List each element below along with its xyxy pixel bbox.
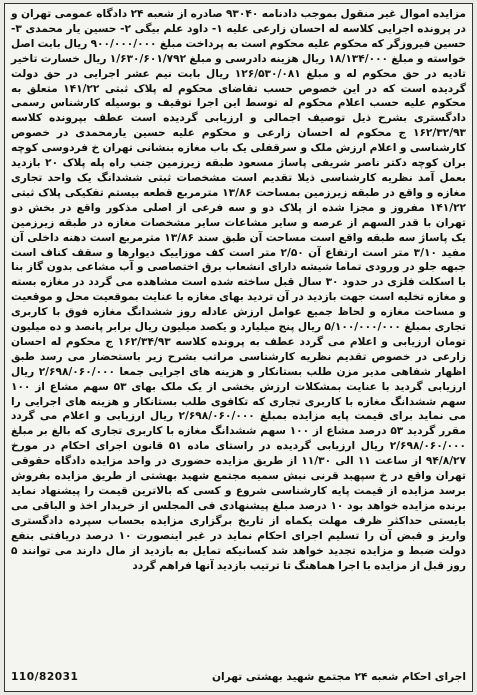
auction-notice-text: مزایده اموال غیر منقول بموجب دادنامه ۹۳۰۴۰ صادره از شعبه ۲۴ دادگاه عمومی تهران و در پرونده اجرایی کلاسه له احسان زارعی علیه ۱- داود علم بیگی ۲- حسین یار محمدی ۳- حسین فیروزگر که محکوم علیه محکوم است به پرداخت مبلغ ۹۰۰/۰۰۰/۰۰۰ ریال بابت اصل خواسته و مبلغ ۱۸/۱۳۴/۰۰۰ ریال هزینه دادرسی و مبلغ ۱/۶۳۰/۶۰۱/۷۹۲ ریال خسارت تاخیر تادیه در حق محکوم له و مبلغ ۱۲۶/۵۳۰/۰۸۱ ریال بابت نیم عشر اجرایی در حق دولت گردیده است که در این خصوص حسب تقاضای محکوم له پلاک ثبتی ۱۴۱/۲۲ متعلق به محکوم علیه حسب اعلام محکوم له توسط این اجرا توقیف و بوسیله کارشناس رسمی دادگستری بشرح ذیل توصیف اجمالی و ارزیابی گردیده است عطف بپرونده کلاسه ۱۶۲/۳۲/۹۳ ج محکوم له احسان زارعی و محکوم علیه حسین یارمحمدی در خصوص کارشناسی و اعلام ارزش ملک و سرقفلی یک باب مغازه بنشانی تهران خ فردوسی کوچه بران کوچه دکتر ناصر شریفی پاساژ مسعود طبقه زیرزمین جنب راه پله پلاک ۲۰ بازدید بعمل آمد نظریه کارشناسی ذیلا تقدیم است مشخصات ثبتی ششدانگ یک واحد تجاری مغازه و واقع در طبقه زیرزمین بمساحت ۱۳/۸۶ مترمربع قطعه بیستم تفکیکی پلاک ثبتی ۱۴۱/۲۲ مفروز و مجزا شده از پلاک دو و سه فرعی از اصلی مذکور واقع در بخش دو تهران با قدر السهم از عرصه و سایر مشاعات سایر مشخصات مغازه در طبقه زیرزمین یک پاساژ سه طبقه واقع است مساحت آن طبق سند ۱۳/۸۶ مترمربع است دهنه داخلی آن مفید ۳/۱۰ متر است ارتفاع آن ۲/۵۰ متر است کف موزاییک دیوارها و سقف کناف است جبهه جلو در ورودی تماما شیشه دارای انشعاب برق اختصاصی و آب مشاعی بدون گاز بنا با اسکلت فلزی در حدود ۳۰ سال قبل ساخته شده است مشاهده می گردد در مغازه بسته و مغازه تخلیه است جهت بازدید در آن تردید بهای مغازه با عنایت بموقعیت محل و موقعیت و مساحت مغازه و لحاظ جمیع عوامل ارزش عادله روز ششدانگ مغازه فوق با کاربری تجاری بمبلغ ۵/۱۰۰/۰۰۰/۰۰۰ ریال پنج میلیارد و یکصد میلیون ریال برابر پانصد و ده میلیون تومان ارزیابی و اعلام می گردد عطف به پرونده کلاسه ۱۶۲/۳۴/۹۳ ج محکوم له احسان زارعی در خصوص تقدیم نظریه کارشناسی مراتب بشرح زیر باستحضار می رسد طبق اظهار شفاهی مدیر مزن طلب بستانکار و هزینه های اجرایی جمعا ۲/۶۹۸/۰۶۰/۰۰۰ ریال ارزیابی گردید با عنایت بمشکلات ارزش بخشی از یک ملک بهای ۵۳ سهم مشاع از ۱۰۰ سهم ششدانگ مغازه با کاربری تجاری که تکافوی طلب بستانکار و هزینه های اجرایی را می نماید برای قیمت پایه مزایده بمبلغ ۲/۶۹۸/۰۶۰/۰۰۰ ریال ارزیابی و اعلام می گردد مقرر گردید ۵۳ درصد مشاع از ۱۰۰ سهم ششدانگ مغازه با کاربری تجاری که بالغ بر مبلغ ۲/۶۹۸/۰۶۰/۰۰۰ ریال ارزیابی گردیده در راستای ماده ۵۱ قانون اجرای احکام در مورخ ۹۴/۸/۲۷ از ساعت ۱۱ الی ۱۱/۳۰ از طریق مزایده حضوری در واحد مزایده دادگاه حقوقی تهران واقع در خ سپهبد قرنی نبش سمیه مجتمع شهید بهشتی از طریق مزایده بفروش برسد مزایده از قیمت پایه کارشناسی شروع و کسی که بالاترین قیمت را پیشنهاد نماید برنده مزایده خواهد بود ۱۰ درصد مبلغ پیشنهادی فی المجلس از خریدار اخذ و الباقی می بایستی حداکثر ظرف مهلت یکماه از تاریخ برگزاری مزایده بحساب سپرده دادگستری واریز و قبض آن را تسلیم اجرای احکام نماید در غیر اینصورت ۱۰ درصد دریافتی بنفع دولت ضبط و مزایده تجدید خواهد شد کسانیکه تمایل به بازدید از مال دارند می توانند ۵ روز قبل از مزایده با اجرا هماهنگ تا ترتیب بازدید آنها فراهم گردد [11, 8, 467, 572]
legal-notice-clipping [4, 3, 473, 692]
reference-number: 110/82031 [11, 671, 79, 683]
notice-footer [11, 671, 466, 687]
issuing-office: اجرای احکام شعبه ۲۴ مجتمع شهید بهشتی تهران [211, 671, 466, 683]
